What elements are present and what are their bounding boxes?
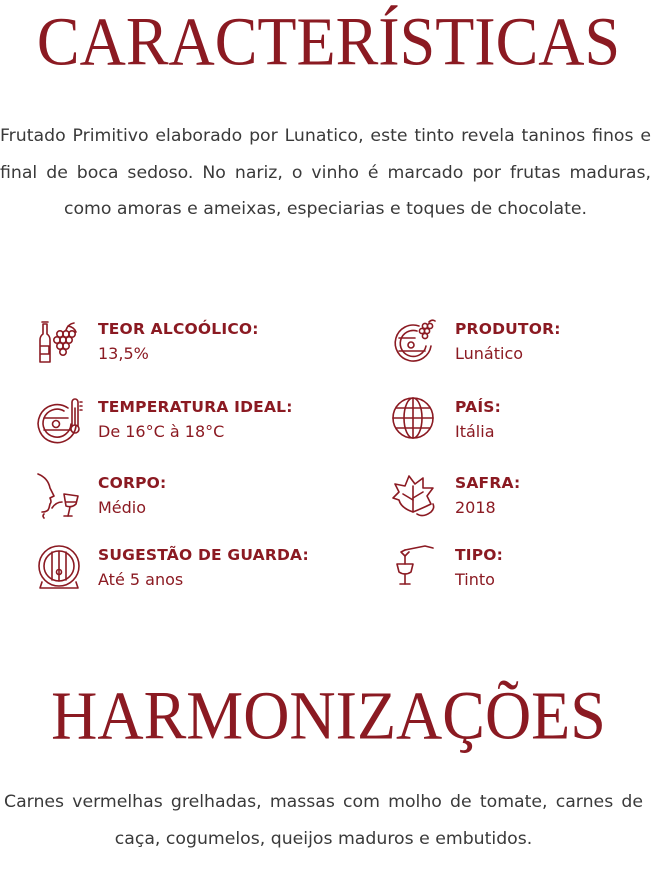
spec-label: SUGESTÃO DE GUARDA: bbox=[98, 546, 309, 564]
wine-bottle-grapes-icon bbox=[34, 318, 84, 368]
spec-value: Médio bbox=[98, 498, 147, 517]
barrel-icon bbox=[34, 544, 84, 594]
spec-label: TIPO: bbox=[455, 546, 504, 564]
pouring-glass-icon bbox=[391, 544, 441, 594]
spec-value: 13,5% bbox=[98, 344, 149, 363]
vine-leaf-icon bbox=[391, 472, 441, 522]
wine-description: Frutado Primitivo elaborado por Lunatico, este tinto revela taninos finos e final de boca sedoso. No nariz, o vinho é marcado por frutas maduras, como amoras e ameixas, especiarias e toques de chocolate. bbox=[0, 126, 651, 219]
spec-label: SAFRA: bbox=[455, 474, 521, 492]
spec-value: De 16°C à 18°C bbox=[98, 422, 225, 441]
spec-label: PAÍS: bbox=[455, 398, 502, 416]
caracteristicas-title: CARACTERÍSTICAS bbox=[36, 3, 621, 80]
spec-value: 2018 bbox=[455, 498, 496, 517]
barrel-grapes-icon bbox=[391, 318, 441, 368]
spec-label: TEOR ALCOÓLICO: bbox=[98, 320, 259, 338]
pairing-text: Carnes vermelhas grelhadas, massas com molho de tomate, carnes de caça, cogumelos, queijos maduros e embutidos. bbox=[4, 792, 643, 849]
spec-label: TEMPERATURA IDEAL: bbox=[98, 398, 293, 416]
spec-value: Até 5 anos bbox=[98, 570, 184, 589]
spec-value: Lunático bbox=[455, 344, 524, 363]
spec-label: PRODUTOR: bbox=[455, 320, 561, 338]
harmonizacoes-title: HARMONIZAÇÕES bbox=[51, 677, 606, 754]
barrel-thermometer-icon bbox=[34, 396, 84, 446]
spec-value: Tinto bbox=[455, 570, 495, 589]
globe-icon bbox=[391, 396, 441, 446]
spec-value: Itália bbox=[455, 422, 495, 441]
tasting-face-glass-icon bbox=[34, 472, 84, 522]
spec-label: CORPO: bbox=[98, 474, 167, 492]
